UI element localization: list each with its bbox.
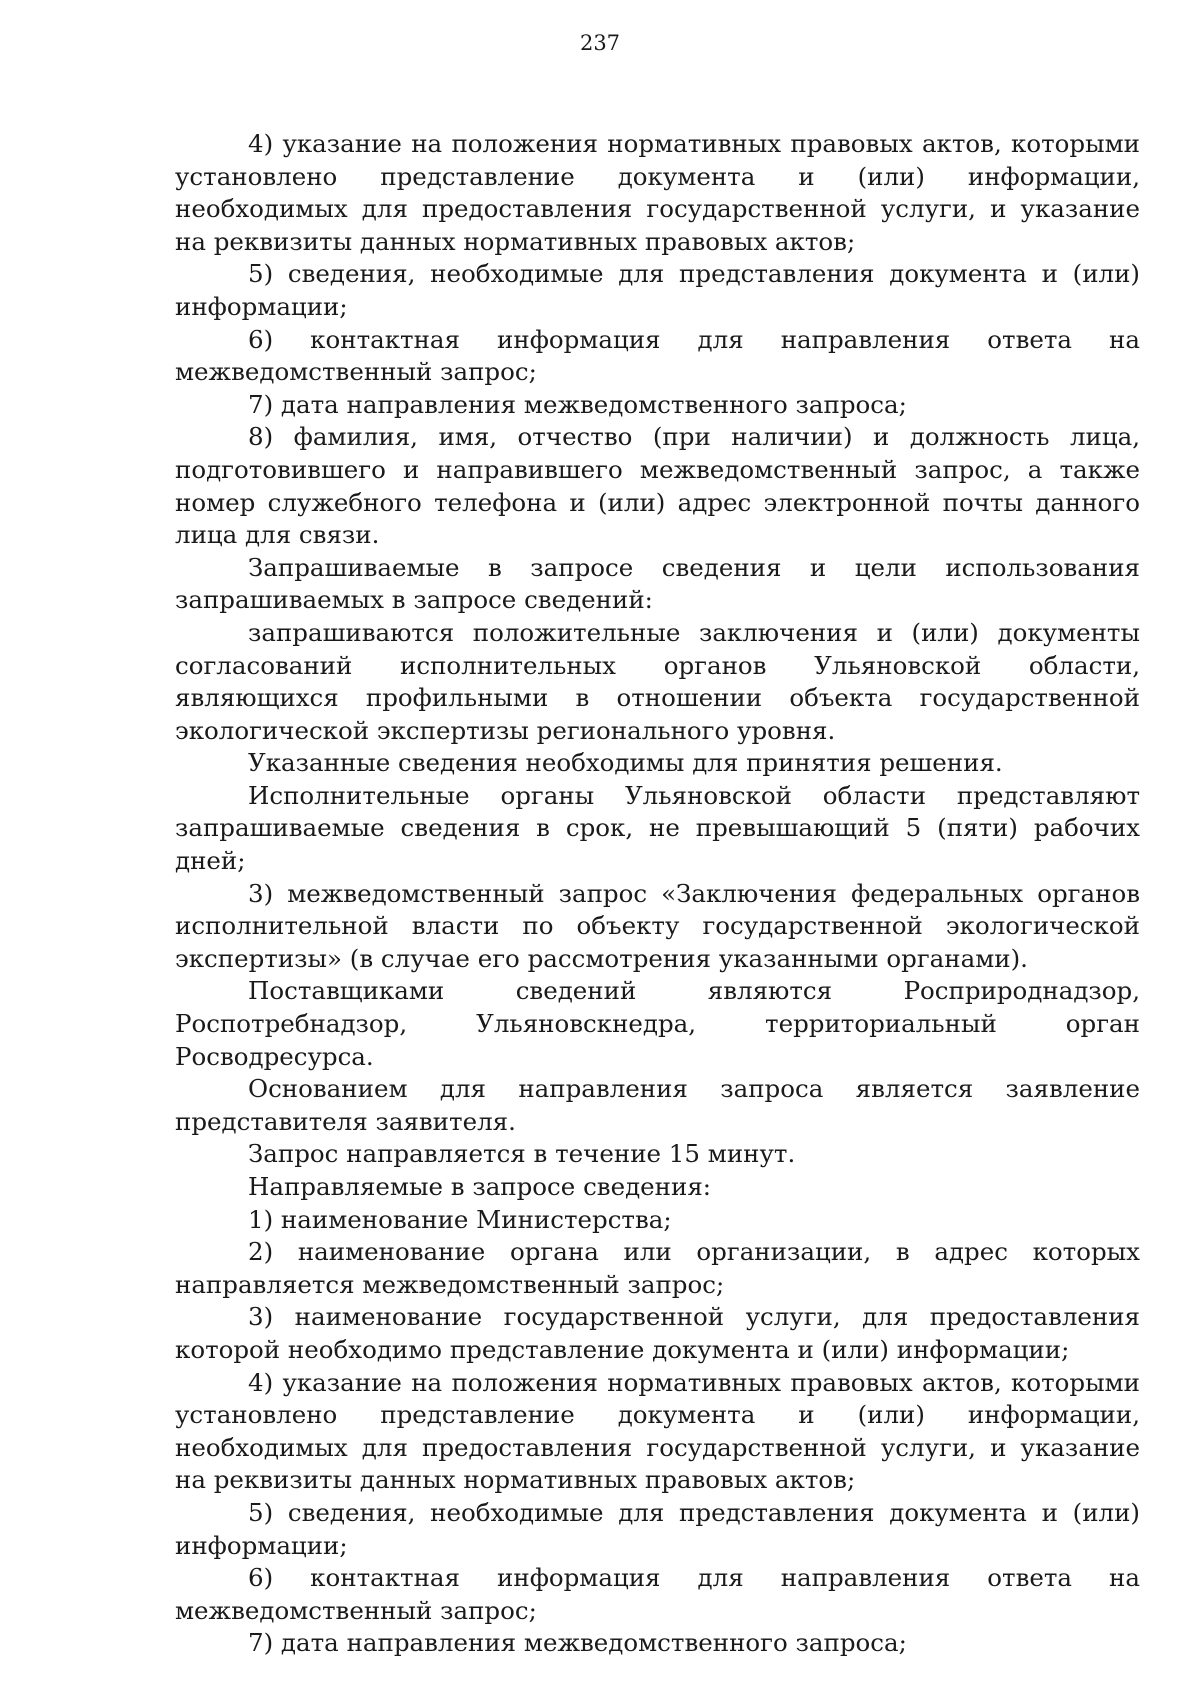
paragraph-list-item-4: 4) указание на положения нормативных правовых актов, которыми установлено представление документа и (или) информации, необходимых для предоставления государственной услуги, и указание на реквизиты данных нормативных правовых актов; — [175, 1367, 1140, 1495]
paragraph-item-6-contact-info: 6) контактная информация для направления ответа на межведомственный запрос; — [175, 324, 1140, 387]
paragraph-request-timing: Запрос направляется в течение 15 минут. — [248, 1139, 796, 1169]
paragraph-requested-info: Запрашиваемые в запросе сведения и цели использования запрашиваемых в запросе сведений: — [175, 552, 1140, 615]
paragraph-list-item-2: 2) наименование органа или организации, в адрес которых направляется межведомственный запрос; — [175, 1237, 1140, 1299]
paragraph-list-item-3: 3) наименование государственной услуги, для предоставления которой необходимо представление документа и (или) информации; — [175, 1302, 1140, 1364]
paragraph-request-basis: Основанием для направления запроса является заявление представителя заявителя. — [175, 1074, 1140, 1136]
paragraph-decision-purpose: Указанные сведения необходимы для принятия решения. — [248, 748, 1003, 778]
paragraph-list-item-6: 6) контактная информация для направления ответа на межведомственный запрос; — [175, 1563, 1140, 1625]
paragraph-item-5-required-info: 5) сведения, необходимые для представления документа и (или) информации; — [175, 259, 1140, 321]
paragraph-list-item-1: 1) наименование Министерства; — [248, 1204, 672, 1234]
paragraph-item-3-federal-request: 3) межведомственный запрос «Заключения федеральных органов исполнительной власти по объекту государственной экологической экспертизы» (в случае его рассмотрения указанными органами). — [175, 878, 1140, 973]
paragraph-item-8-responsible-person: 8) фамилия, имя, отчество (при наличии) и должность лица, подготовившего и направившего межведомственный запрос, а также номер служебного телефона и (или) адрес электронной почты данного лица для связи. — [175, 422, 1140, 550]
paragraph-list-item-5: 5) сведения, необходимые для представления документа и (или) информации; — [175, 1497, 1140, 1560]
paragraph-item-7-request-date: 7) дата направления межведомственного запроса; — [248, 389, 907, 419]
page-number: 237 — [579, 31, 621, 55]
paragraph-sent-info-heading: Направляемые в запросе сведения: — [248, 1172, 712, 1201]
paragraph-list-item-7: 7) дата направления межведомственного запроса; — [248, 1628, 907, 1658]
document-body — [175, 128, 1140, 1660]
paragraph-info-providers: Поставщиками сведений являются Росприроднадзор, Роспотребнадзор, Ульяновскнедра, территориальный орган Росводресурса. — [175, 976, 1140, 1071]
paragraph-positive-conclusions: запрашиваются положительные заключения и (или) документы согласований исполнительных органов Ульяновской области, являющихся профильными в отношении объекта государственной экологической экспертизы регионального уровня. — [175, 617, 1140, 745]
paragraph-item-4-legal-provisions: 4) указание на положения нормативных правовых актов, которыми установлено представление документа и (или) информации, необходимых для предоставления государственной услуги, и указание на реквизиты данных нормативных правовых актов; — [175, 129, 1140, 256]
paragraph-response-deadline: Исполнительные органы Ульяновской области представляют запрашиваемые сведения в срок, не превышающий 5 (пяти) рабочих дней; — [175, 780, 1140, 876]
